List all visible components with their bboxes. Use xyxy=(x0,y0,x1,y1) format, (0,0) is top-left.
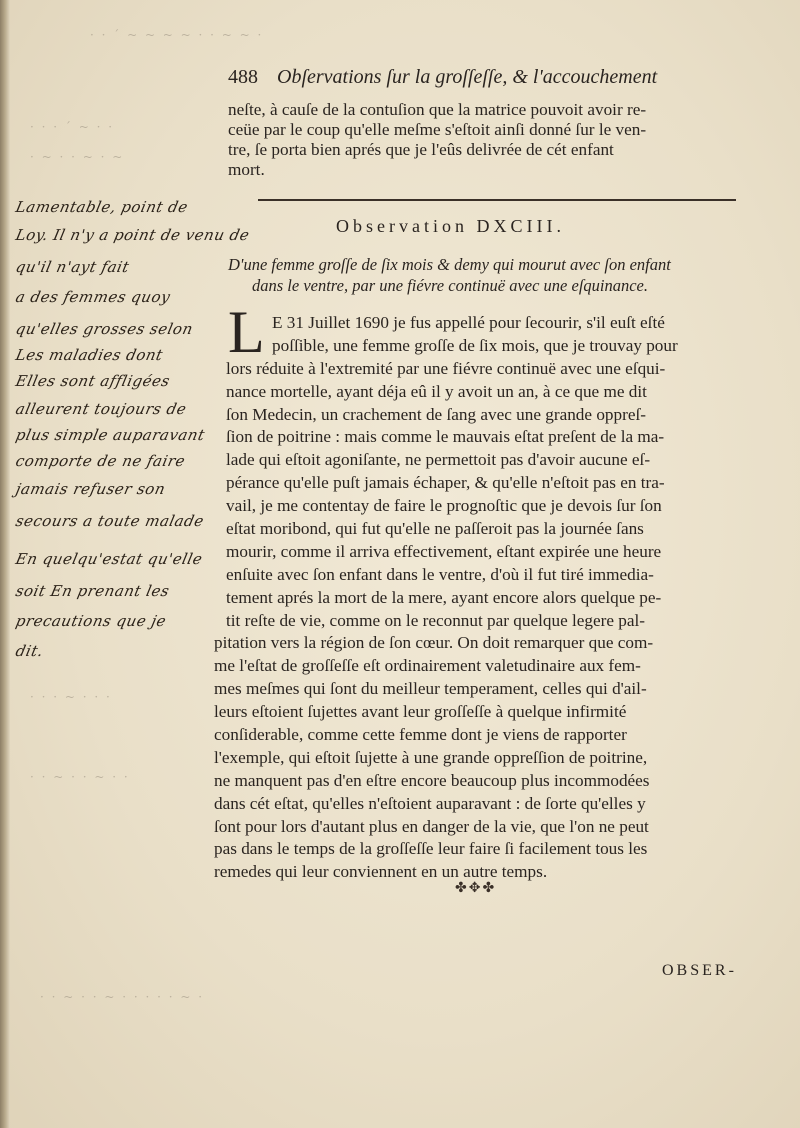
marginalia-line: jamais refuser son xyxy=(14,480,168,498)
marginalia-line: dit. xyxy=(14,642,46,660)
marginalia-line: Les maladies dont xyxy=(14,346,165,364)
marginalia-line: plus simple auparavant xyxy=(14,426,207,444)
book-binding-edge xyxy=(0,0,10,1128)
summary-line: dans le ventre, par une fiévre continuë avec une eſquinance. xyxy=(252,276,649,295)
observation-body xyxy=(214,312,770,884)
marginalia-line: comporte de ne faire xyxy=(14,452,187,470)
text-line: ſon Medecin, un crachement de ſang avec une grande oppreſ- xyxy=(226,404,646,424)
catchword: OBSER- xyxy=(662,962,737,979)
text-line: tement aprés la mort de la mere, ayant encore alors quelque pe- xyxy=(226,587,662,607)
marginalia-line: soit En prenant les xyxy=(14,582,172,600)
text-line: ne manquent pas d'en eſtre encore beaucoup plus incommodées xyxy=(214,770,650,790)
text-line: tre, ſe porta bien aprés que je l'eûs delivrée de cét enfant xyxy=(228,140,614,159)
marginalia-line: secours a toute malade xyxy=(14,512,206,530)
marginalia-line: Lamentable, point de xyxy=(14,198,190,216)
show-through-text: · · · ˊ ~ · · xyxy=(30,120,115,134)
show-through-text: · · ~ · · ~ · · xyxy=(30,770,130,784)
continued-paragraph xyxy=(228,100,768,180)
marginalia-line: Loy. Il n'y a point de venu de xyxy=(14,226,252,244)
text-line: me l'eſtat de groſſeſſe eſt ordinairement valetudinaire aux fem- xyxy=(214,656,641,676)
text-line: enſuite avec ſon enfant dans le ventre, d'où il fut tiré immedia- xyxy=(226,564,654,584)
marginalia-line: a des femmes quoy xyxy=(14,288,173,306)
text-line: pitation vers la région de ſon cœur. On doit remarquer que com- xyxy=(214,633,654,653)
marginalia-line: qu'elles grosses selon xyxy=(14,320,195,338)
marginalia-line: Elles sont affligées xyxy=(14,372,172,390)
observation-summary xyxy=(228,254,768,296)
text-line: ſion de poitrine : mais comme le mauvais eſtat preſent de la ma- xyxy=(226,427,665,447)
text-line: pérance qu'elle puſt jamais échaper, & qu'elle n'eſtoit pas en tra- xyxy=(226,473,665,493)
show-through-text: · · ~ · · ~ · · · · · ~ · xyxy=(40,990,205,1004)
text-line: E 31 Juillet 1690 je fus appellé pour ſecourir, s'il euſt eſté xyxy=(272,313,665,332)
summary-line: D'une femme groſſe de ſix mois & demy qui mourut avec ſon enfant xyxy=(228,255,671,274)
marginalia-line: precautions que je xyxy=(14,612,168,630)
text-line: lade qui eſtoit agoniſante, ne permettoit pas d'avoir aucune eſ- xyxy=(226,450,651,470)
tailpiece-ornament: ✤✥✤ xyxy=(455,880,497,896)
text-line: remedes qui leur conviennent en un autre temps. xyxy=(214,862,548,882)
text-line: l'exemple, qui eſtoit ſujette à une grande oppreſſion de poitrine, xyxy=(214,747,648,767)
marginalia-line: qu'il n'ayt fait xyxy=(14,258,131,276)
text-line: pas dans le temps de la groſſeſſe leur faire ſi facilement tous les xyxy=(214,839,648,859)
section-divider xyxy=(258,199,736,201)
text-line: eſtat moribond, qui fut qu'elle ne paſſeroit pas la journée ſans xyxy=(226,519,644,539)
text-line: ceüe par le coup qu'elle meſme s'eſtoit ainſi donné ſur le ven- xyxy=(228,120,647,139)
text-line: mort. xyxy=(228,160,265,179)
text-line: mourir, comme il arriva effectivement, eſtant expirée une heure xyxy=(226,541,662,561)
text-line: dans cét eſtat, qu'elles n'eſtoient auparavant : de ſorte qu'elles y xyxy=(214,793,646,813)
text-line: nance mortelle, ayant déja eû il y avoit un an, à ce que me dit xyxy=(226,381,647,401)
observation-title: Observation DXCIII. xyxy=(336,216,565,236)
text-line: lors réduite à l'extremité par une fiévre continuë avec une eſqui- xyxy=(226,358,666,378)
page-number: 488 xyxy=(228,66,258,88)
running-header xyxy=(228,66,768,94)
drop-cap: L xyxy=(228,299,265,365)
text-line: ſont pour lors d'autant plus en danger de la vie, que l'on ne peut xyxy=(214,816,649,836)
text-line: tit reſte de vie, comme on le reconnut par quelque legere pal- xyxy=(226,610,646,630)
text-line: mes meſmes qui ſont du meilleur temperament, celles qui d'ail- xyxy=(214,679,647,699)
text-line: conſiderable, comme cette femme dont je viens de rapporter xyxy=(214,725,627,745)
text-line: poſſible, une femme groſſe de ſix mois, que je trouvay pour xyxy=(272,335,678,355)
show-through-text: · ~ · · ~ · ~ xyxy=(30,150,125,164)
marginalia-line: alleurent toujours de xyxy=(14,400,189,418)
show-through-text: · · ˊ ~ ~ ~ ~ · · ~ ~ · xyxy=(90,28,264,42)
running-title: Obſervations ſur la groſſeſſe, & l'accouchement xyxy=(277,66,658,88)
text-line: leurs eſtoient ſujettes avant leur groſſeſſe à quelque infirmité xyxy=(214,702,627,722)
marginalia-line: En quelqu'estat qu'elle xyxy=(14,550,205,568)
text-line: vail, je me contentay de faire le prognoſtic que je devois ſur ſon xyxy=(226,496,662,516)
text-line: neſte, à cauſe de la contuſion que la matrice pouvoit avoir re- xyxy=(228,100,647,119)
show-through-text: · · · ~ · · · xyxy=(30,690,112,704)
